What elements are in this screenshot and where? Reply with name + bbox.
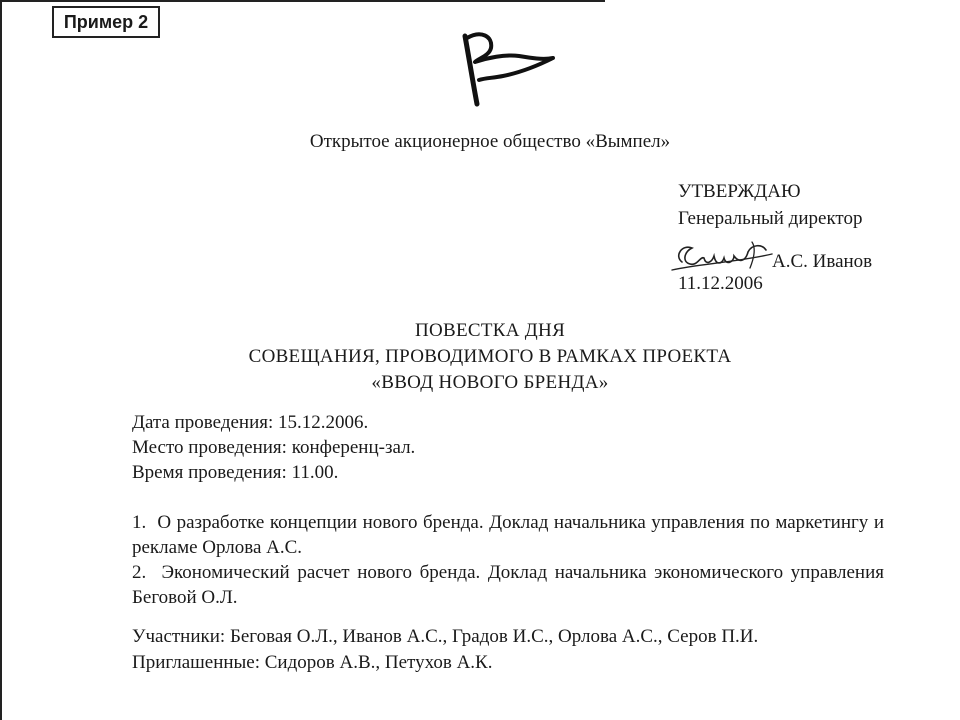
agenda-item bbox=[132, 560, 884, 610]
title-line-1: ПОВЕСТКА ДНЯ bbox=[414, 320, 566, 341]
attendees bbox=[132, 624, 758, 676]
agenda-item-text: Экономический расчет нового бренда. Доклад начальника экономического управления Беговой О.Л. bbox=[132, 562, 884, 608]
approval-heading: УТВЕРЖДАЮ bbox=[678, 181, 801, 202]
meeting-time: Время проведения: 11.00. bbox=[132, 462, 339, 483]
document-frame-top bbox=[0, 0, 605, 2]
meeting-date: Дата проведения: 15.12.2006. bbox=[132, 412, 369, 433]
signature-icon bbox=[668, 232, 778, 277]
approval-block bbox=[678, 178, 862, 232]
agenda-item-text: О разработке концепции нового бренда. Доклад начальника управления по маркетингу и рекламе Орлова А.С. bbox=[132, 512, 884, 558]
example-label: Пример 2 bbox=[52, 6, 160, 38]
meeting-place: Место проведения: конференц-зал. bbox=[132, 437, 416, 458]
title-line-2: СОВЕЩАНИЯ, ПРОВОДИМОГО В РАМКАХ ПРОЕКТА bbox=[248, 346, 732, 367]
title-line-3: «ВВОД НОВОГО БРЕНДА» bbox=[371, 372, 609, 393]
agenda-item bbox=[132, 510, 884, 560]
document-title bbox=[0, 318, 960, 396]
approval-date: 11.12.2006 bbox=[678, 273, 763, 294]
approval-position: Генеральный директор bbox=[678, 208, 863, 229]
meeting-info bbox=[132, 410, 415, 485]
invited-line: Приглашенные: Сидоров А.В., Петухов А.К. bbox=[132, 652, 493, 673]
participants-line: Участники: Беговая О.Л., Иванов А.С., Градов И.С., Орлова А.С., Серов П.И. bbox=[132, 626, 759, 647]
organization-name: Открытое акционерное общество «Вымпел» bbox=[309, 131, 671, 152]
approval-name: А.С. Иванов bbox=[772, 251, 873, 272]
agenda-item-number: 2. bbox=[132, 562, 147, 583]
agenda-item-number: 1. bbox=[132, 512, 147, 533]
agenda-list bbox=[132, 510, 884, 610]
flag-logo-icon bbox=[457, 28, 557, 108]
